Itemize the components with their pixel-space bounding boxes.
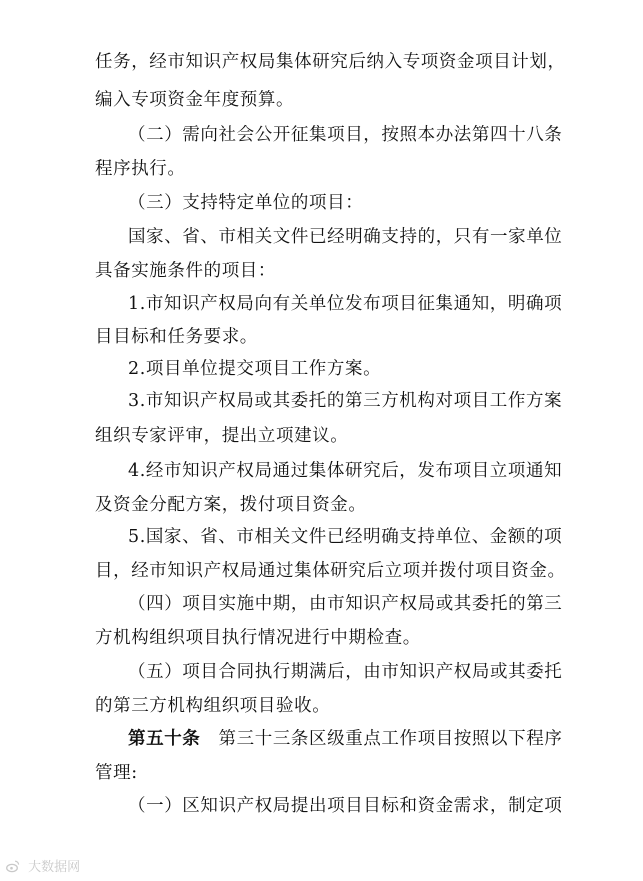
article-number: 第五十条 — [128, 729, 201, 749]
text-line: 1.市知识产权局向有关单位发布项目征集通知，明确项 — [128, 294, 563, 314]
text-line: （五）项目合同执行期满后，由市知识产权局或其委托 — [128, 662, 563, 682]
text-line: 目目标和任务要求。 — [95, 327, 258, 347]
text-line: 方机构组织项目执行情况进行中期检查。 — [95, 628, 421, 648]
text-line: 编入专项资金年度预算。 — [95, 90, 295, 110]
text-line: 4.经市知识产权局通过集体研究后，发布项目立项通知 — [128, 461, 563, 481]
text-line: 3.市知识产权局或其委托的第三方机构对项目工作方案 — [128, 391, 563, 411]
weibo-logo-icon — [6, 859, 20, 873]
text-line: （一）区知识产权局提出项目目标和资金需求，制定项 — [128, 796, 563, 816]
text-line: 5.国家、省、市相关文件已经明确支持单位、金额的项 — [128, 527, 563, 547]
watermark-text: 大数据网 — [28, 860, 81, 875]
text-line: （二）需向社会公开征集项目，按照本办法第四十八条 — [128, 125, 563, 145]
text-line: 任务，经市知识产权局集体研究后纳入专项资金项目计划， — [95, 52, 566, 72]
text-line: （三）支持特定单位的项目： — [128, 193, 364, 213]
article-heading-line — [128, 728, 563, 750]
text-line: 的第三方机构组织项目验收。 — [95, 696, 331, 716]
text-line: 具备实施条件的项目： — [95, 261, 276, 281]
text-line: 程序执行。 — [95, 159, 186, 179]
watermark — [6, 856, 80, 875]
text-line: 及资金分配方案，拨付项目资金。 — [95, 495, 367, 515]
text-line: 组织专家评审，提出立项建议。 — [95, 426, 349, 446]
text-line: 2.项目单位提交项目工作方案。 — [128, 359, 382, 379]
article-text: 第三十三条区级重点工作项目按照以下程序 — [218, 729, 563, 749]
text-line: 管理: — [95, 763, 138, 783]
text-line: 目，经市知识产权局通过集体研究后立项并拨付项目资金。 — [95, 561, 566, 581]
text-line: （四）项目实施中期，由市知识产权局或其委托的第三 — [128, 594, 563, 614]
text-line: 国家、省、市相关文件已经明确支持的，只有一家单位 — [128, 227, 563, 247]
